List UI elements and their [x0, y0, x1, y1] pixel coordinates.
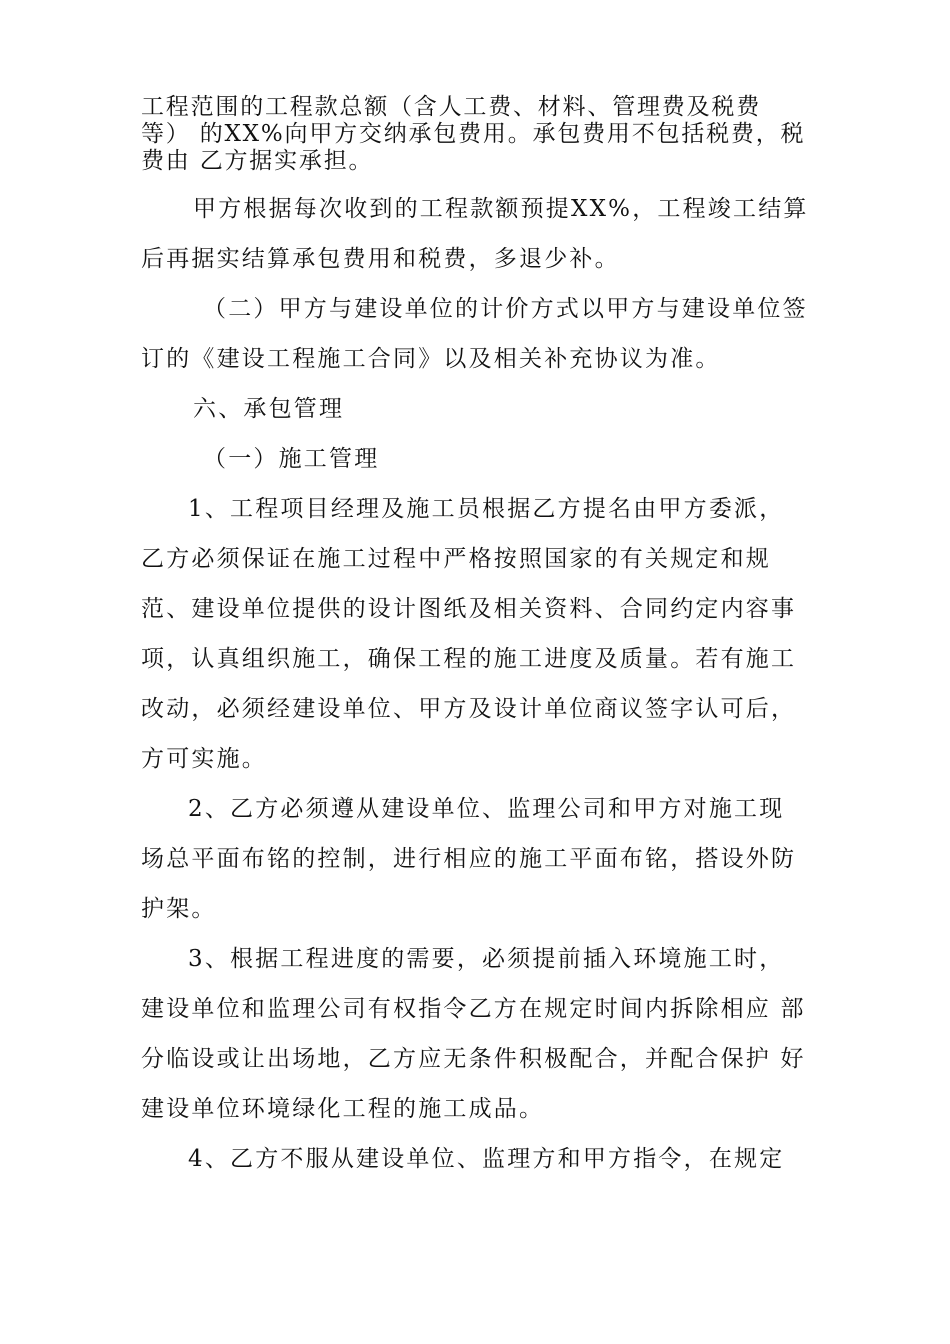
paragraph-prededuction — [141, 184, 821, 284]
subsection-heading-construction-management — [141, 434, 821, 484]
text-line: 方可实施。 — [141, 746, 267, 772]
text-line: 护架。 — [141, 896, 217, 922]
paragraph-item-2 — [141, 784, 821, 934]
text-line: 工程范围的工程款总额（含人工费、材料、管理费及税费 — [141, 94, 761, 120]
text-line: 订的《建设工程施工合同》以及相关补充协议为准。 — [141, 346, 721, 372]
text-line: （二）甲方与建设单位的计价方式以甲方与建设单位签 — [203, 296, 808, 322]
text-line: 费由 乙方据实承担。 — [141, 148, 374, 174]
text-line: 3、根据工程进度的需要，必须提前插入环境施工时， — [188, 946, 785, 972]
text-line: 乙方必须保证在施工过程中严格按照国家的有关规定和规 — [141, 546, 771, 572]
paragraph-fee-base — [141, 94, 821, 175]
text-line: 建设单位和监理公司有权指令乙方在规定时间内拆除相应 部 — [141, 996, 806, 1022]
paragraph-pricing-method — [141, 284, 821, 384]
text-line: 1、工程项目经理及施工员根据乙方提名由甲方委派， — [188, 496, 785, 522]
subsection-title: （一）施工管理 — [203, 446, 380, 472]
text-line: 项，认真组织施工，确保工程的施工进度及质量。若有施工 — [141, 646, 797, 672]
text-line: 后再据实结算承包费用和税费，多退少补。 — [141, 246, 620, 272]
text-line: 改动，必须经建设单位、甲方及设计单位商议签字认可后， — [141, 696, 797, 722]
text-line: 2、乙方必须遵从建设单位、监理公司和甲方对施工现 — [188, 796, 785, 822]
section-title: 六、承包管理 — [193, 396, 345, 422]
text-line: 4、乙方不服从建设单位、监理方和甲方指令，在规定 — [188, 1146, 785, 1172]
text-line: 场总平面布铭的控制，进行相应的施工平面布铭，搭设外防 — [141, 846, 797, 872]
text-line: 等） 的XX%向甲方交纳承包费用。承包费用不包括税费，税 — [141, 121, 806, 147]
paragraph-item-1 — [141, 484, 821, 784]
section-heading-contract-management — [141, 384, 821, 434]
paragraph-item-4 — [141, 1134, 821, 1184]
text-line: 甲方根据每次收到的工程款额预提XX%，工程竣工结算 — [193, 196, 809, 222]
text-line: 分临设或让出场地，乙方应无条件积极配合，并配合保护 好 — [141, 1046, 806, 1072]
text-line: 范、建设单位提供的设计图纸及相关资料、合同约定内容事 — [141, 596, 797, 622]
paragraph-item-3 — [141, 934, 821, 1134]
text-line: 建设单位环境绿化工程的施工成品。 — [141, 1096, 545, 1122]
